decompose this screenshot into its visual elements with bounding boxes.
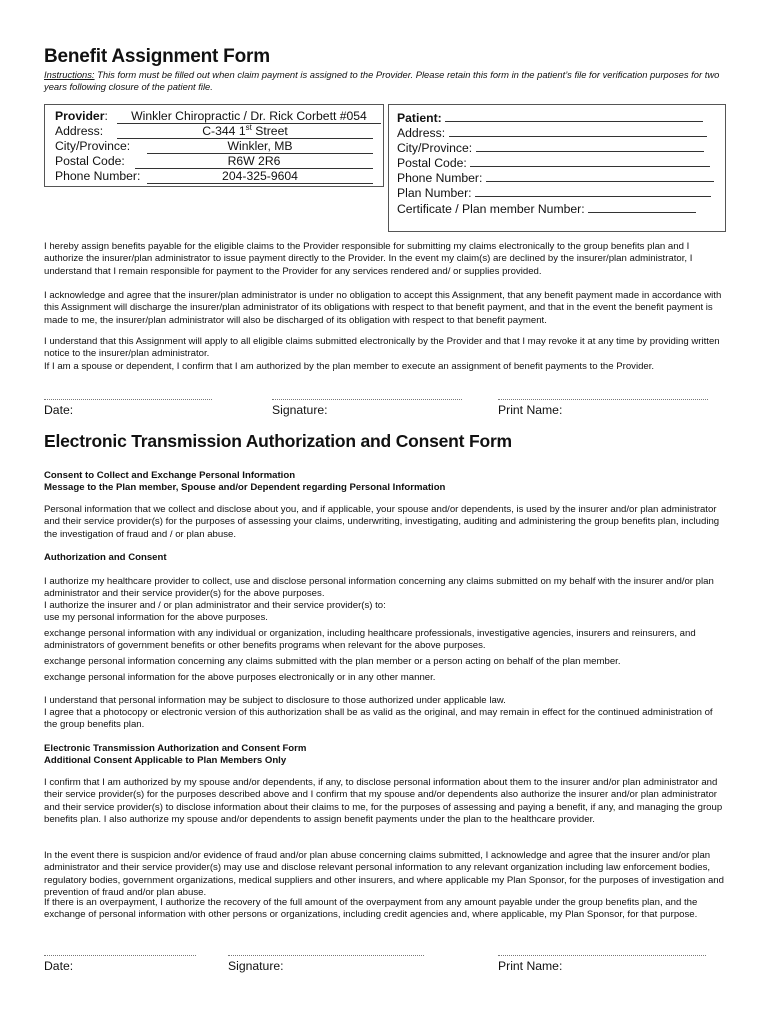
provider-city-row (55, 139, 293, 154)
additional-heading: Electronic Transmission Authorization and Consent Form (44, 743, 307, 754)
assignment-paragraph: I understand that this Assignment will apply to all eligible claims submitted electronically by the Provider and that I may revoke it at any time by providing written notice to the insurer/plan administrator. (44, 336, 720, 360)
auth-paragraph: I authorize the insurer and / or plan administrator and their service provider(s) to: (44, 600, 386, 611)
consent-paragraph: Personal information that we collect and disclose about you, and if applicable, your spouse and/or dependents, is used by the insurer and/or plan administrator and their service provider(s) for the purposes of assessing your claims, underwriting, investigating, auditing and administering the group benefits plan, including the investigation of fraud and / or plan abuse. (44, 504, 720, 540)
provider-city-label: City/Province: (55, 139, 131, 153)
address-suffix: st (245, 122, 252, 132)
auth-paragraph: I agree that a photocopy or electronic version of this authorization shall be as valid as the original, and may remain in effect for the continued administration of the group benefits plan. (44, 707, 713, 731)
instructions (44, 69, 734, 93)
address-number: C-344 1 (202, 124, 246, 138)
patient-input[interactable] (445, 109, 703, 122)
consent-heading: Consent to Collect and Exchange Personal Information (44, 470, 296, 481)
consent-subheading: Message to the Plan member, Spouse and/or Dependent regarding Personal Information (44, 482, 446, 493)
patient-certificate-row (397, 200, 696, 217)
patient-label: Patient: (397, 111, 442, 125)
additional-paragraph: If there is an overpayment, I authorize the recovery of the full amount of the overpayment from any amount payable under the group benefits plan, and the exchange of personal information with other persons or organizations, including credit agencies and, where applicable, my Plan Sponsor, for that purpose. (44, 897, 698, 921)
signature-label-2: Signature: (228, 959, 284, 973)
auth-heading: Authorization and Consent (44, 552, 167, 563)
patient-box (388, 104, 726, 232)
patient-address-input[interactable] (449, 124, 707, 137)
print-name-line-1[interactable] (498, 399, 708, 400)
patient-phone-input[interactable] (486, 169, 714, 182)
provider-postal-label: Postal Code: (55, 154, 125, 168)
auth-paragraph: exchange personal information concerning any claims submitted with the plan member or a person acting on behalf of the plan member. (44, 656, 621, 667)
date-label-2: Date: (44, 959, 74, 973)
patient-plan-label: Plan Number: (397, 186, 472, 200)
provider-city-value[interactable]: Winkler, MB (147, 139, 373, 154)
instructions-lead: Instructions: (44, 69, 95, 80)
provider-address-row (55, 122, 288, 139)
provider-row (55, 109, 367, 124)
provider-phone-row (55, 169, 298, 184)
address-street: Street (251, 124, 288, 138)
print-name-line-2[interactable] (498, 955, 706, 956)
print-name-label-1: Print Name: (498, 403, 563, 417)
auth-paragraph: exchange personal information for the above purposes electronically or in any other manner. (44, 672, 436, 683)
provider-sep: : (104, 109, 108, 123)
additional-paragraph: In the event there is suspicion and/or evidence of fraud and/or plan abuse concerning claims submitted, I acknowledge and agree that the insurer and/or plan administrator and their service provider(s) may use and disclose relevant personal information to any relevant organization including law enforcement bodies, regulatory bodies, government organizations, medical suppliers and other insurers, and where applicable my Plan Sponsor, for the purposes of investigation and prevention of fraud and/or plan abuse. (44, 850, 724, 899)
patient-certificate-label: Certificate / Plan member Number: (397, 202, 585, 216)
provider-box (44, 104, 384, 187)
auth-paragraph: I authorize my healthcare provider to collect, use and disclose personal information concerning any claims submitted on my behalf with the insurer and/or plan administrator and their service provider(s) for the above purposes. (44, 576, 714, 600)
provider-phone-label: Phone Number: (55, 169, 141, 183)
patient-city-input[interactable] (476, 139, 704, 152)
instructions-text: This form must be filled out when claim payment is assigned to the Provider. Please retain this form in the patient’s file for verification purposes for two years following closure of the patient file. (44, 69, 720, 92)
assignment-paragraph: I hereby assign benefits payable for the eligible claims to the Provider responsible for submitting my claims electronically to the group benefits plan and I authorize the insurer/plan administrator to issue payment directly to the Provider. In the event my claim(s) are declined by the insurer/plan administrator, I understand that I remain responsible for payment to the Provider for any services rendered and/ or supplies provided. (44, 241, 693, 277)
date-line-2[interactable] (44, 955, 196, 956)
patient-phone-label: Phone Number: (397, 171, 483, 185)
consent-title: Electronic Transmission Authorization and Consent Form (44, 431, 512, 451)
assignment-paragraph: If I am a spouse or dependent, I confirm that I am authorized by the plan member to execute an assignment of benefit payments to the Provider. (44, 361, 655, 372)
patient-certificate-input[interactable] (588, 200, 696, 213)
signature-line-1[interactable] (272, 399, 462, 400)
provider-postal-value[interactable]: R6W 2R6 (135, 154, 373, 169)
provider-address-value[interactable] (117, 124, 373, 139)
date-label-1: Date: (44, 403, 74, 417)
auth-paragraph: exchange personal information with any individual or organization, including healthcare professionals, investigative agencies, insurers and reinsurers, and administrators of government benefits or other benefits programs when relevant for the above purposes. (44, 628, 696, 652)
page-title: Benefit Assignment Form (44, 46, 270, 67)
provider-address-label: Address: (55, 124, 104, 138)
patient-postal-input[interactable] (470, 154, 710, 167)
provider-postal-row (55, 154, 281, 169)
patient-postal-label: Postal Code: (397, 156, 467, 170)
patient-city-label: City/Province: (397, 141, 473, 155)
provider-label: Provider (55, 109, 105, 123)
patient-plan-input[interactable] (475, 184, 711, 197)
additional-subheading: Additional Consent Applicable to Plan Members Only (44, 755, 287, 766)
provider-value[interactable]: Winkler Chiropractic / Dr. Rick Corbett #054 (117, 109, 381, 124)
auth-paragraph: I understand that personal information may be subject to disclosure to those authorized under applicable law. (44, 695, 506, 706)
additional-paragraph: I confirm that I am authorized by my spouse and/or dependents, if any, to disclose personal information about them to the insurer and/or plan administrator and their service provider(s) for the purposes described above and I confirm that my spouse and/or dependents also authorize the insurer and/or plan administrator and their service provider(s) to disclose information about their claims to me, for the purposes of assessing and paying a benefit, if any, and managing the group benefits plan. I also authorize my spouse and/or dependents to assign benefit payments under the plan to the healthcare provider. (44, 777, 723, 826)
auth-paragraph: use my personal information for the above purposes. (44, 612, 268, 623)
signature-line-2[interactable] (228, 955, 424, 956)
patient-address-label: Address: (397, 126, 446, 140)
provider-phone-value[interactable]: 204-325-9604 (147, 169, 373, 184)
date-line-1[interactable] (44, 399, 212, 400)
assignment-paragraph: I acknowledge and agree that the insurer/plan administrator is under no obligation to accept this Assignment, that any benefit payment made in accordance with this Assignment will discharge the insurer/plan administrator of its obligations with respect to that benefit payment, and that in the event the benefit payment is made to me, the insurer/plan administrator will also be discharged of its obligation with respect to that benefit payment. (44, 290, 722, 326)
patient-plan-row (397, 184, 711, 201)
signature-label-1: Signature: (272, 403, 328, 417)
print-name-label-2: Print Name: (498, 959, 563, 973)
